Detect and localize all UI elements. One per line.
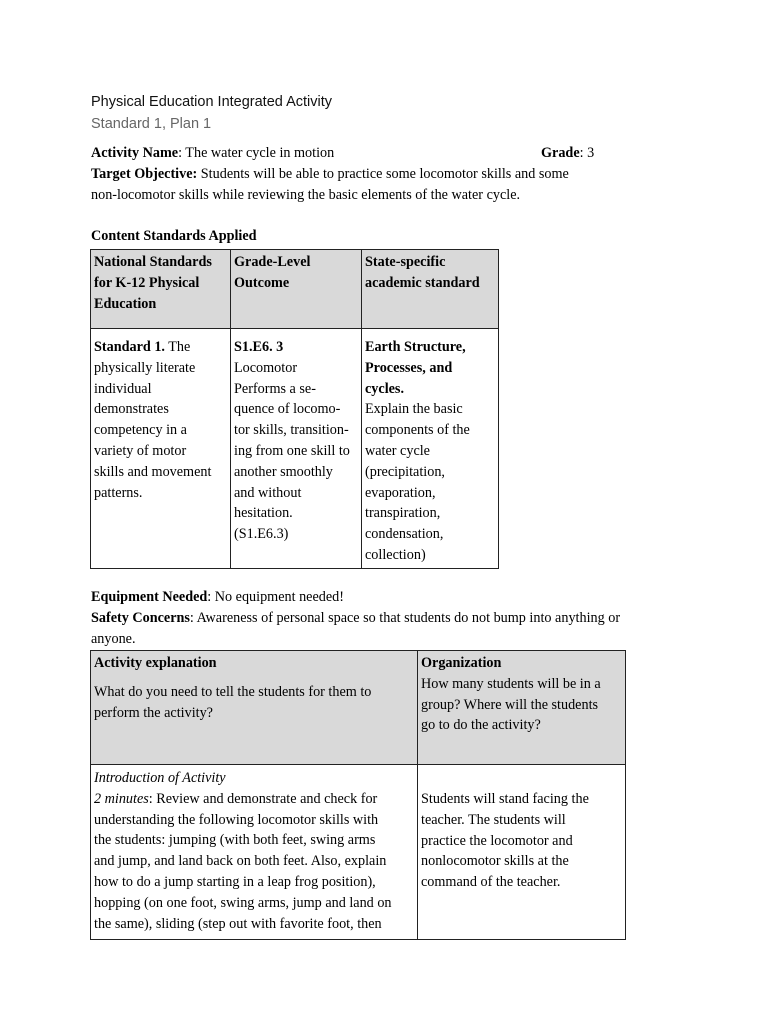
- target-objective-line1: [91, 164, 621, 185]
- objective-text-1: Students will be able to practice some locomotor skills and some: [197, 166, 569, 182]
- grade-line: [541, 143, 594, 164]
- document-title: Physical Education Integrated Activity: [91, 94, 332, 110]
- safety-line1: [91, 608, 691, 629]
- equipment-label: Equipment Needed: [91, 589, 208, 605]
- header-national-standards: National Standards for K-12 Physical Education: [91, 250, 231, 329]
- target-objective-line2: non-locomotor skills while reviewing the basic elements of the water cycle.: [91, 187, 521, 203]
- equipment-value: : No equipment needed!: [207, 589, 344, 605]
- document-subtitle: Standard 1, Plan 1: [91, 116, 212, 132]
- activity-explanation-header: Activity explanation What do you need to tell the students for them to perform the activity?: [91, 651, 418, 765]
- activity-name-value: : The water cycle in motion: [178, 145, 335, 161]
- header-grade-level-outcome: Grade-Level Outcome: [231, 250, 362, 329]
- activity-name-label: Activity Name: [91, 145, 179, 161]
- activity-header-row: [91, 651, 626, 765]
- standards-header-row: [91, 250, 499, 329]
- header-state-specific: State-specific academic standard: [362, 250, 499, 329]
- grade-level-outcome-cell: S1.E6. 3 Locomotor Performs a se- quence of locomo- tor skills, transition- ing from one skill to another smoothly and without hesitation. (S1.E6.3): [231, 329, 362, 569]
- organization-header: Organization How many students will be in a group? Where will the students go to do the activity?: [418, 651, 626, 765]
- safety-line2: anyone.: [91, 631, 136, 647]
- content-standards-table: [90, 249, 499, 569]
- state-standard-cell: Earth Structure, Processes, and cycles. Explain the basic components of the water cycle (precipitation, evaporation, transpiration, condensation, collection): [362, 329, 499, 569]
- content-standards-heading: Content Standards Applied: [91, 228, 257, 244]
- introduction-row: [91, 765, 626, 940]
- national-standard-cell: Standard 1. The physically literate individual demonstrates competency in a variety of motor skills and movement patterns.: [91, 329, 231, 569]
- standards-body-row: [91, 329, 499, 569]
- objective-label: Target Objective:: [91, 166, 198, 182]
- activity-organization-table: [90, 650, 626, 940]
- safety-label: Safety Concerns: [91, 610, 190, 626]
- equipment-line: [91, 587, 621, 608]
- safety-value-1: : Awareness of personal space so that students do not bump into anything or: [189, 610, 621, 626]
- introduction-cell: Introduction of Activity 2 minutes: Review and demonstrate and check for understanding the following locomotor skills with the students: jumping (with both feet, swing arms and jump, and land back on both feet. Also, explain how to do a jump starting in a leap frog position), hopping (on one foot, swing arms, jump and land on the same), sliding (step out with favorite foot, then: [91, 765, 418, 940]
- organization-cell: Students will stand facing the teacher. The students will practice the locomotor and nonlocomotor skills at the command of the teacher.: [418, 765, 626, 940]
- grade-label: Grade: [541, 145, 580, 161]
- grade-value: : 3: [579, 145, 595, 161]
